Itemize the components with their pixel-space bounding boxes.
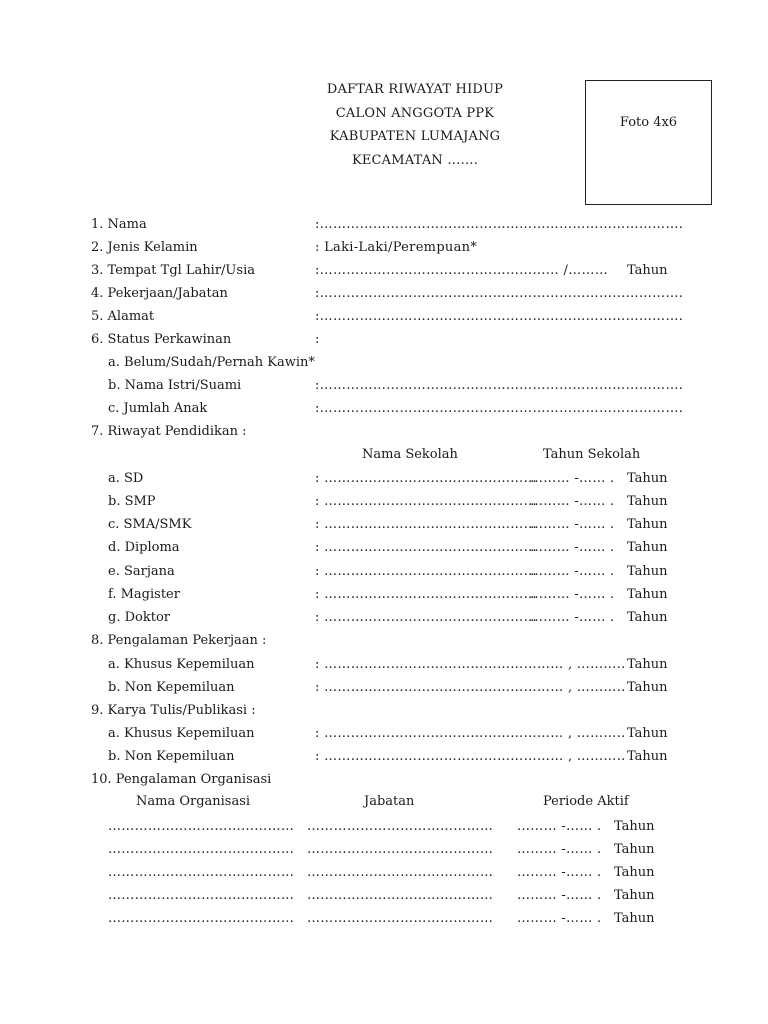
unit-label: Tahun <box>614 888 655 903</box>
field-row <box>0 261 768 281</box>
school-fill[interactable]: : ………………………………………… <box>315 540 537 555</box>
unit-label: Tahun <box>627 564 668 579</box>
organization-name-fill[interactable]: …………………………………… <box>108 819 295 834</box>
organization-position-fill[interactable]: …………………………………… <box>307 888 494 903</box>
unit-label: Tahun <box>627 610 668 625</box>
unit-label: Tahun <box>614 865 655 880</box>
section-heading: 7. Riwayat Pendidikan : <box>91 424 247 439</box>
organization-name-fill[interactable]: …………………………………… <box>108 842 295 857</box>
organization-row <box>0 909 768 929</box>
year-fill[interactable]: ……… -…… . <box>530 587 615 602</box>
work-row <box>0 678 768 698</box>
field-fill[interactable]: :………………………………………………………………………. <box>315 286 684 301</box>
section-heading: 10. Pengalaman Organisasi <box>91 772 272 787</box>
organization-row <box>0 840 768 860</box>
school-fill[interactable]: : ………………………………………… <box>315 564 537 579</box>
unit-label: Tahun <box>627 680 668 695</box>
section-heading-row <box>0 631 768 651</box>
organization-period-fill[interactable]: ……… -…… . <box>517 888 602 903</box>
education-level: f. Magister <box>108 587 180 602</box>
publication-row <box>0 724 768 744</box>
field-label: 4. Pekerjaan/Jabatan <box>91 286 228 301</box>
education-level: b. SMP <box>108 494 156 509</box>
organization-row <box>0 863 768 883</box>
unit-label: Tahun <box>614 819 655 834</box>
field-row <box>0 215 768 235</box>
work-fill[interactable]: : ……………………………………………… , ……….. <box>315 657 626 672</box>
unit-label: Tahun <box>627 726 668 741</box>
work-fill[interactable]: : ……………………………………………… , ……….. <box>315 680 626 695</box>
education-level: g. Doktor <box>108 610 170 625</box>
field-row <box>0 353 768 373</box>
publication-label: b. Non Kepemiluan <box>108 749 235 764</box>
publication-fill[interactable]: : ……………………………………………… , ……….. <box>315 726 626 741</box>
unit-label: Tahun <box>627 263 668 278</box>
unit-label: Tahun <box>614 911 655 926</box>
column-header-period: Periode Aktif <box>543 794 629 809</box>
year-fill[interactable]: ……… -…… . <box>530 610 615 625</box>
section-heading: 9. Karya Tulis/Publikasi : <box>91 703 256 718</box>
field-fill[interactable]: :………………………………………………………………………. <box>315 217 684 232</box>
section-heading: 8. Pengalaman Pekerjaan : <box>91 633 267 648</box>
unit-label: Tahun <box>627 587 668 602</box>
education-row <box>0 608 768 628</box>
work-label: b. Non Kepemiluan <box>108 680 235 695</box>
organization-position-fill[interactable]: …………………………………… <box>307 819 494 834</box>
year-fill[interactable]: ……… -…… . <box>530 564 615 579</box>
field-row <box>0 399 768 419</box>
organization-name-fill[interactable]: …………………………………… <box>108 911 295 926</box>
unit-label: Tahun <box>627 494 668 509</box>
year-fill[interactable]: ……… -…… . <box>530 517 615 532</box>
education-row <box>0 492 768 512</box>
unit-label: Tahun <box>627 540 668 555</box>
school-fill[interactable]: : ………………………………………… <box>315 494 537 509</box>
unit-label: Tahun <box>614 842 655 857</box>
document-district: KECAMATAN ……. <box>351 152 479 168</box>
field-row <box>0 330 768 350</box>
school-fill[interactable]: : ………………………………………… <box>315 587 537 602</box>
year-fill[interactable]: ……… -…… . <box>530 540 615 555</box>
field-fill[interactable]: :………………………………………………………………………. <box>315 309 684 324</box>
school-fill[interactable]: : ………………………………………… <box>315 471 537 486</box>
field-label: a. Belum/Sudah/Pernah Kawin* <box>108 355 315 370</box>
field-fill[interactable]: :………………………………………………………………………. <box>315 378 684 393</box>
field-row <box>0 284 768 304</box>
organization-name-fill[interactable]: …………………………………… <box>108 888 295 903</box>
field-fill[interactable]: :………………………………………………………………………. <box>315 401 684 416</box>
section-heading-row <box>0 701 768 721</box>
education-row <box>0 469 768 489</box>
publication-fill[interactable]: : ……………………………………………… , ……….. <box>315 749 626 764</box>
field-label: 3. Tempat Tgl Lahir/Usia <box>91 263 255 278</box>
publication-label: a. Khusus Kepemiluan <box>108 726 255 741</box>
education-row <box>0 515 768 535</box>
photo-label: Foto 4x6 <box>619 115 678 130</box>
year-fill[interactable]: ……… -…… . <box>530 494 615 509</box>
publication-row <box>0 747 768 767</box>
field-row <box>0 307 768 327</box>
document-title: DAFTAR RIWAYAT HIDUP <box>326 82 504 97</box>
organization-position-fill[interactable]: …………………………………… <box>307 842 494 857</box>
field-label: 5. Alamat <box>91 309 155 324</box>
field-label: 6. Status Perkawinan <box>91 332 232 347</box>
unit-label: Tahun <box>627 517 668 532</box>
field-label: c. Jumlah Anak <box>108 401 208 416</box>
organization-position-fill[interactable]: …………………………………… <box>307 911 494 926</box>
education-row <box>0 585 768 605</box>
column-header-school: Nama Sekolah <box>362 447 458 462</box>
organization-row <box>0 886 768 906</box>
organization-period-fill[interactable]: ……… -…… . <box>517 865 602 880</box>
organization-position-fill[interactable]: …………………………………… <box>307 865 494 880</box>
document-subtitle: CALON ANGGOTA PPK <box>335 105 495 121</box>
unit-label: Tahun <box>627 657 668 672</box>
column-header-year: Tahun Sekolah <box>543 447 641 462</box>
column-header-organization: Nama Organisasi <box>136 794 251 809</box>
education-level: a. SD <box>108 471 144 486</box>
unit-label: Tahun <box>627 471 668 486</box>
document-regency: KABUPATEN LUMAJANG <box>329 129 501 144</box>
unit-label: Tahun <box>627 749 668 764</box>
organization-name-fill[interactable]: …………………………………… <box>108 865 295 880</box>
column-header-position: Jabatan <box>364 794 415 809</box>
field-label: b. Nama Istri/Suami <box>108 378 242 393</box>
section-heading-row <box>0 770 768 790</box>
education-row <box>0 538 768 558</box>
field-fill[interactable]: :……………………………………………… /……… <box>315 263 609 278</box>
work-row <box>0 655 768 675</box>
education-level: d. Diploma <box>108 540 180 555</box>
education-level: c. SMA/SMK <box>108 517 192 532</box>
field-fill[interactable]: : Laki-Laki/Perempuan* <box>315 240 478 255</box>
work-label: a. Khusus Kepemiluan <box>108 657 255 672</box>
year-fill[interactable]: ……… -…… . <box>530 471 615 486</box>
organization-row <box>0 817 768 837</box>
field-row <box>0 376 768 396</box>
organization-period-fill[interactable]: ……… -…… . <box>517 842 602 857</box>
field-row <box>0 422 768 442</box>
school-fill[interactable]: : ………………………………………… <box>315 610 537 625</box>
field-fill: : <box>315 332 320 347</box>
field-label: 1. Nama <box>91 217 147 232</box>
education-row <box>0 562 768 582</box>
photo-placeholder <box>585 80 712 205</box>
field-row <box>0 238 768 258</box>
organization-period-fill[interactable]: ……… -…… . <box>517 911 602 926</box>
document-header <box>230 78 600 172</box>
education-level: e. Sarjana <box>108 564 175 579</box>
organization-period-fill[interactable]: ……… -…… . <box>517 819 602 834</box>
field-label: 2. Jenis Kelamin <box>91 240 198 255</box>
school-fill[interactable]: : ………………………………………… <box>315 517 537 532</box>
